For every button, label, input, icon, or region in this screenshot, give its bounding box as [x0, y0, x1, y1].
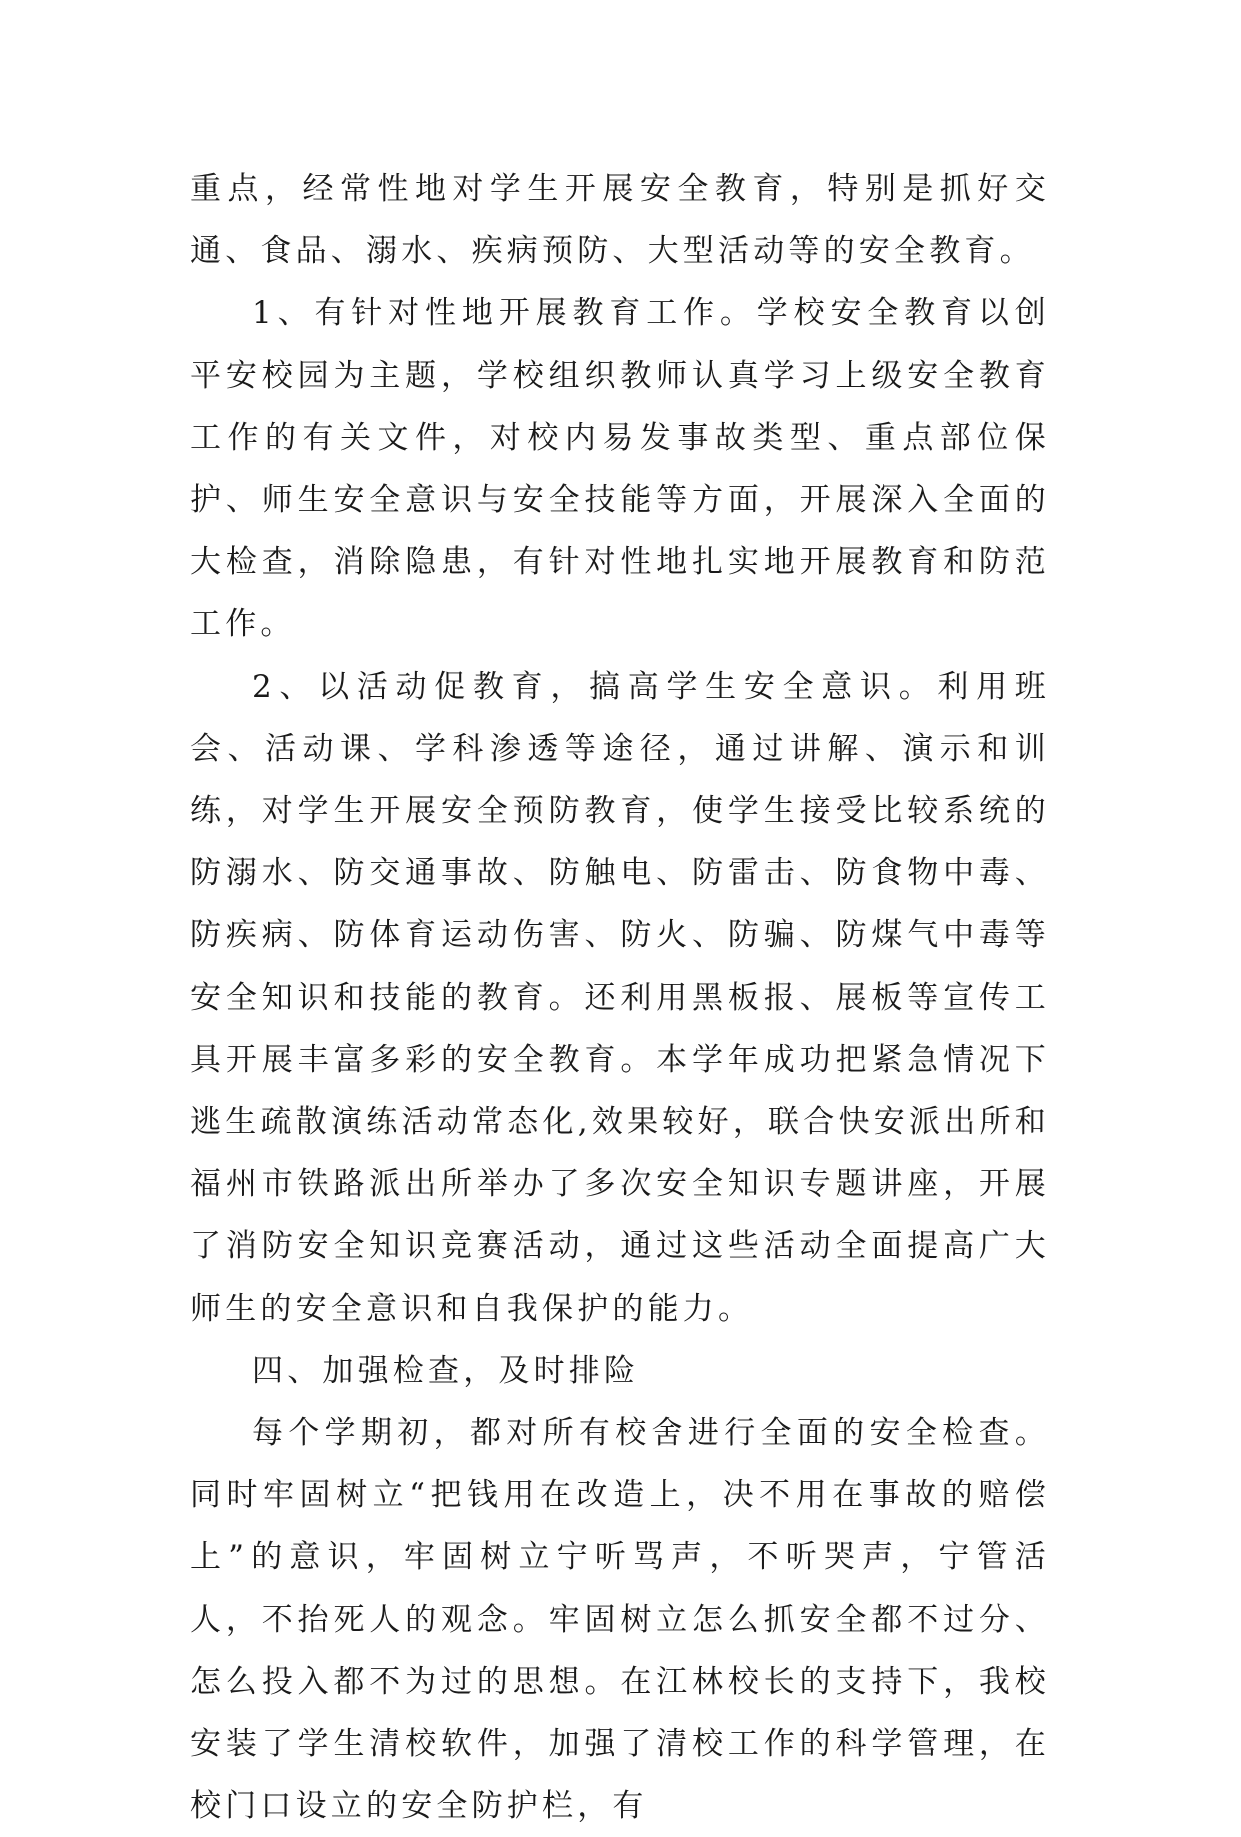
paragraph-safety-focus: 重点，经常性地对学生开展安全教育，特别是抓好交通、食品、溺水、疾病预防、大型活动等的安全教育。 — [190, 171, 1050, 270]
paragraph-targeted-education: 1、有针对性地开展教育工作。学校安全教育以创平安校园为主题，学校组织教师认真学习上级安全教育工作的有关文件，对校内易发事故类型、重点部位保护、师生安全意识与安全技能等方面，开展深入全面的大检查，消除隐患，有针对性地扎实地开展教育和防范工作。 — [190, 295, 1050, 643]
section-heading-inspection: 四、加强检查，及时排险 — [252, 1352, 640, 1389]
document-body — [190, 158, 1050, 1837]
paragraph-inspection: 每个学期初，都对所有校舍进行全面的安全检查。同时牢固树立“把钱用在改造上，决不用在事故的赔偿上”的意识，牢固树立宁听骂声，不听哭声，宁管活人，不抬死人的观念。牢固树立怎么抓安全都不过分、怎么投入都不为过的思想。在江林校长的支持下，我校安装了学生清校软件，加强了清校工作的科学管理，在校门口设立的安全防护栏，有 — [190, 1415, 1050, 1825]
paragraph-activity-education: 2、以活动促教育，搞高学生安全意识。利用班会、活动课、学科渗透等途径，通过讲解、演示和训练，对学生开展安全预防教育，使学生接受比较系统的防溺水、防交通事故、防触电、防雷击、防食物中毒、防疾病、防体育运动伤害、防火、防骗、防煤气中毒等安全知识和技能的教育。还利用黑板报、展板等宣传工具开展丰富多彩的安全教育。本学年成功把紧急情况下逃生疏散演练活动常态化,效果较好，联合快安派出所和福州市铁路派出所举办了多次安全知识专题讲座，开展了消防安全知识竞赛活动，通过这些活动全面提高广大师生的安全意识和自我保护的能力。 — [190, 668, 1050, 1327]
